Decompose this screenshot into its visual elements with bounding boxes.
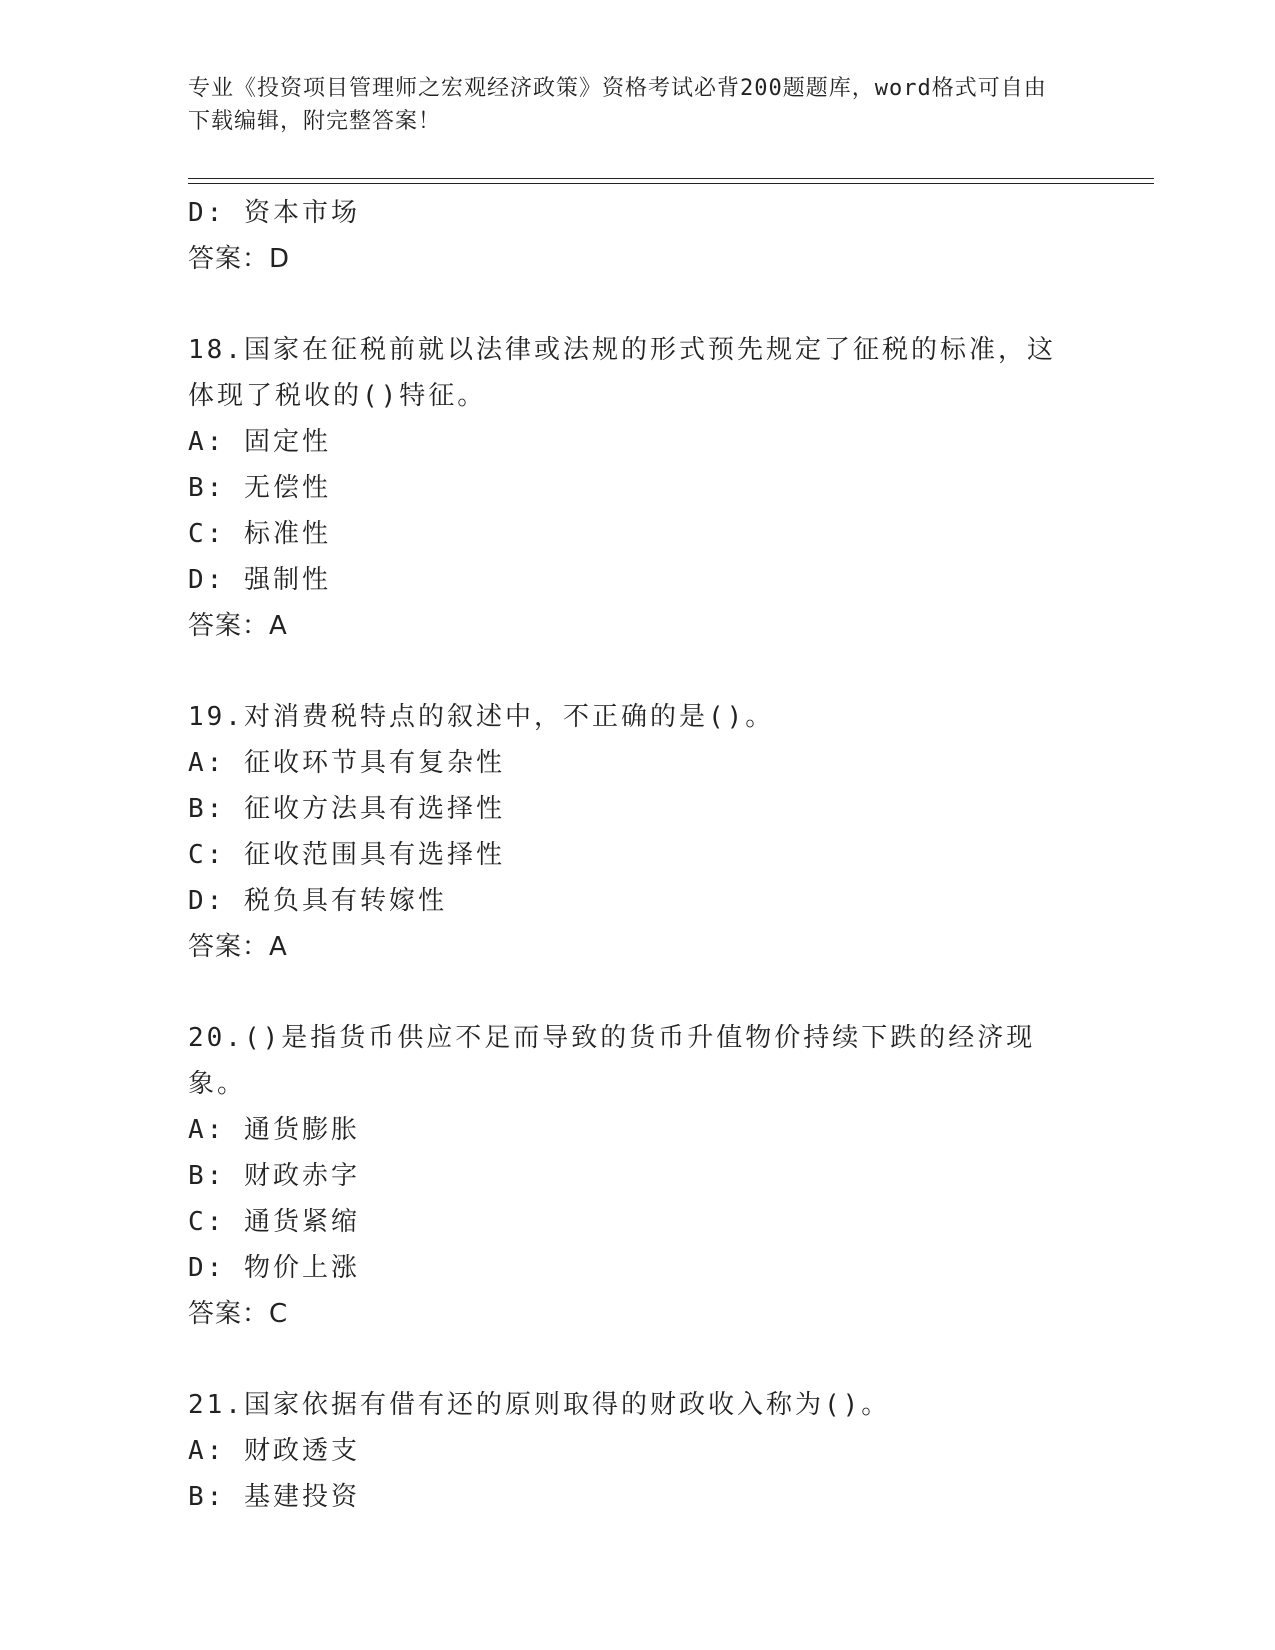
option-d: D: 资本市场 <box>188 198 360 228</box>
option-b: B: 征收方法具有选择性 <box>188 794 505 824</box>
header-rule-bottom <box>188 183 1154 184</box>
answer-line: 答案：A <box>188 611 288 641</box>
question-stem: 21.国家依据有借有还的原则取得的财政收入称为()。 <box>188 1390 891 1420</box>
option-a: A: 固定性 <box>188 427 331 457</box>
spacer <box>188 1337 1088 1382</box>
answer-line: 答案：A <box>188 932 288 962</box>
question-content <box>188 190 1088 1520</box>
answer-line: 答案：C <box>188 1299 289 1329</box>
option-a: A: 征收环节具有复杂性 <box>188 748 505 778</box>
spacer <box>188 649 1088 694</box>
option-b: B: 基建投资 <box>188 1482 360 1512</box>
option-c: C: 标准性 <box>188 519 331 549</box>
question-stem: 20.()是指货币供应不足而导致的货币升值物价持续下跌的经济现象。 <box>188 1023 1036 1099</box>
document-header: 专业《投资项目管理师之宏观经济政策》资格考试必背200题题库，word格式可自由下载编辑，附完整答案！ <box>188 76 1047 134</box>
spacer <box>188 282 1088 327</box>
option-d: D: 物价上涨 <box>188 1253 360 1283</box>
option-c: C: 通货紧缩 <box>188 1207 360 1237</box>
option-c: C: 征收范围具有选择性 <box>188 840 505 870</box>
option-a: A: 通货膨胀 <box>188 1115 360 1145</box>
question-stem: 18.国家在征税前就以法律或法规的形式预先规定了征税的标准，这体现了税收的()特征。 <box>188 335 1056 411</box>
option-a: A: 财政透支 <box>188 1436 360 1466</box>
question-stem: 19.对消费税特点的叙述中，不正确的是()。 <box>188 702 775 732</box>
option-b: B: 无偿性 <box>188 473 331 503</box>
spacer <box>188 970 1088 1015</box>
answer-line: 答案：D <box>188 244 291 274</box>
option-b: B: 财政赤字 <box>188 1161 360 1191</box>
option-d: D: 税负具有转嫁性 <box>188 886 447 916</box>
option-d: D: 强制性 <box>188 565 331 595</box>
header-rule-top <box>188 178 1154 179</box>
